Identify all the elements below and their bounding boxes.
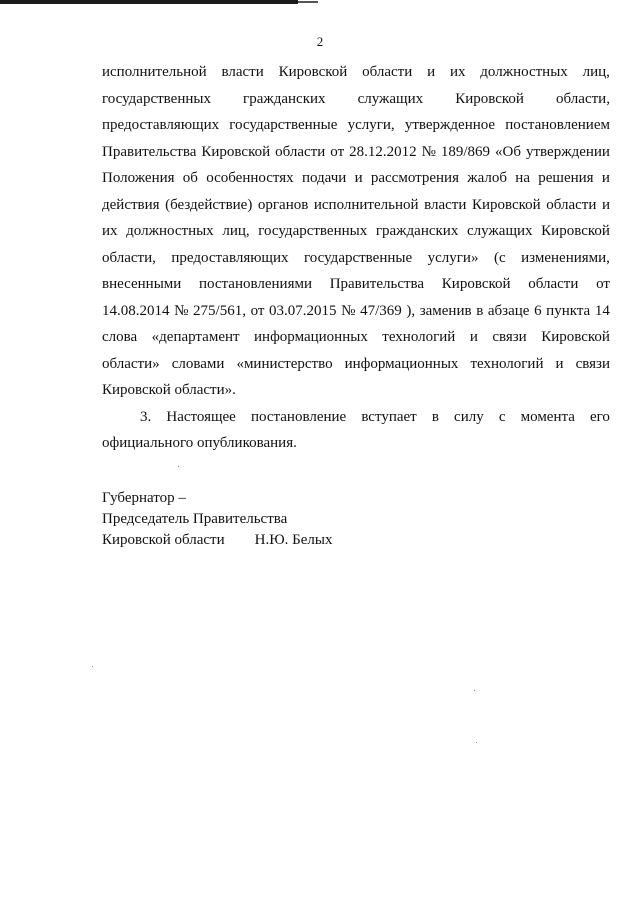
scan-speck [92,666,93,667]
text-line: Кировской области». [102,382,236,398]
signature-block [102,488,332,551]
text-line: 14.08.2014 № 275/561, от 03.07.2015 № 47/369 ), заменив в абзаце 6 пункта 14 [102,302,610,319]
scan-speck [476,742,477,743]
text-line: официального опубликования. [102,435,297,451]
text-line: их должностных лиц, государственных гражданских служащих Кировской [102,223,610,239]
text-line: внесенными постановлениями Правительства Кировской области от [102,276,610,292]
signature-region: Кировской области [102,532,225,548]
text-line: 3. Настоящее постановление вступает в силу с момента его [140,408,610,425]
signature-title-chairman: Председатель Правительства [102,511,288,527]
text-line: области, предоставляющих государственные услуги» (с изменениями, [102,249,610,266]
signatory-name: Н.Ю. Белых [254,532,333,548]
text-line: государственных гражданских служащих Кировской области, [102,90,610,107]
text-line: слова «департамент информационных технологий и связи Кировской [102,329,610,345]
scan-edge-mark [0,0,298,4]
text-line: области» словами «министерство информационных технологий и связи [102,355,610,372]
page-number: 2 [316,34,324,49]
scan-speck [178,466,179,467]
signature-title-governor: Губернатор – [102,490,186,506]
scan-edge-mark-tail [298,1,318,3]
document-body [102,59,610,457]
scan-speck [474,690,475,691]
text-line: Положения об особенностях подачи и рассмотрения жалоб на решения и [102,170,610,186]
text-line: Правительства Кировской области от 28.12.2012 № 189/869 «Об утверждении [102,143,610,160]
text-line: исполнительной власти Кировской области и их должностных лиц, [102,64,610,80]
amendment-paragraph [102,59,610,404]
signature-region-line [102,530,332,551]
text-line: предоставляющих государственные услуги, утвержденное постановлением [102,117,610,133]
clause-3-paragraph [102,404,610,457]
text-line: действия (бездействие) органов исполнительной власти Кировской области и [102,196,610,213]
